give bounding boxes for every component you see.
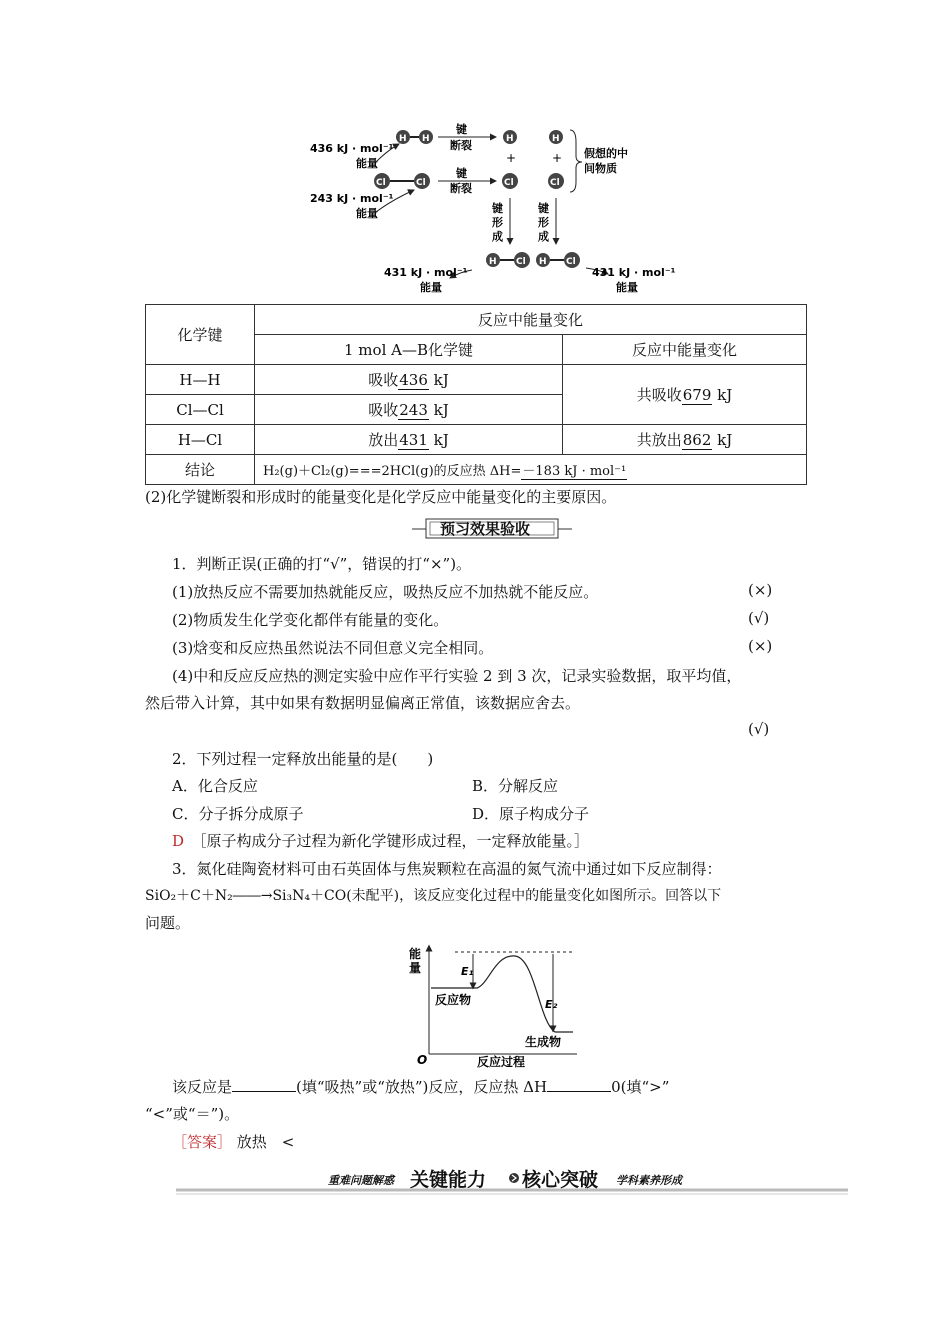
svg-text:H: H (399, 134, 407, 144)
q3-line1: 3．氮化硅陶瓷材料可由石英固体与焦炭颗粒在高温的氮气流中通过如下反应制得： (172, 860, 722, 878)
banner-title-b: 核心突破 (522, 1169, 599, 1191)
q1-mark-1: (×) (748, 581, 773, 599)
svg-text:假想的中: 假想的中 (584, 147, 628, 160)
energy-table (145, 304, 807, 485)
energy-hcl-right: 431 kJ · mol⁻¹ (592, 266, 676, 279)
svg-text:O: O (417, 1053, 428, 1067)
svg-text:成: 成 (538, 230, 549, 243)
svg-text:断裂: 断裂 (450, 182, 472, 195)
table-row: H—Cl 放出431 kJ 共放出862 kJ (146, 425, 807, 455)
svg-text:Cl: Cl (376, 178, 386, 188)
svg-text:生成物: 生成物 (525, 1035, 562, 1049)
section-title: 预习效果验收 (412, 517, 572, 539)
sub-change-header: 反应中能量变化 (563, 335, 807, 365)
svg-text:键: 键 (538, 202, 549, 215)
q3-line2: SiO₂＋C＋N₂――→Si₃N₄＋CO(未配平)，该反应变化过程中的能量变化如图所示。回答以下 (145, 888, 722, 904)
note-2: (2)化学键断裂和形成时的能量变化是化学反应中能量变化的主要原因。 (145, 488, 617, 506)
svg-text:Cl: Cl (504, 178, 514, 188)
col-change-header: 反应中能量变化 (255, 305, 807, 335)
svg-text:键: 键 (492, 202, 503, 215)
q3-line3: 问题。 (145, 914, 191, 932)
q2-option-a: A．化合反应 (172, 777, 258, 795)
svg-text:Cl: Cl (416, 178, 426, 188)
q2-answer-letter: D (172, 832, 185, 850)
svg-text:形: 形 (538, 216, 549, 229)
q1-mark-2: (√) (748, 609, 770, 627)
svg-text:H: H (489, 257, 497, 267)
svg-text:能量: 能量 (616, 281, 638, 294)
svg-text:+: + (506, 151, 517, 165)
energy-word-1: 能量 (356, 157, 378, 170)
energy-clcl-label: 243 kJ · mol⁻¹ (310, 192, 394, 205)
q1-item-4-line1: (4)中和反应反应热的测定实验中应作平行实验 2 到 3 次，记录实验数据，取平均值， (172, 667, 742, 685)
svg-text:H: H (506, 134, 514, 144)
svg-text:能量: 能量 (420, 281, 442, 294)
q1-item-4-line2: 然后带入计算，其中如果有数据明显偏离正常值，该数据应舍去。 (145, 694, 581, 712)
q2-option-d: D．原子构成分子 (472, 805, 590, 823)
col-bond-header: 化学键 (146, 305, 255, 365)
q2-answer (172, 830, 589, 851)
cl2-molecule (374, 173, 430, 189)
svg-text:Cl: Cl (516, 257, 526, 267)
svg-text:H: H (552, 134, 560, 144)
energy-hcl-left: 431 kJ · mol⁻¹ (384, 266, 468, 279)
answer-label: ［答案］ (172, 1133, 233, 1151)
svg-text:E₂: E₂ (545, 998, 558, 1011)
fill-blank-1[interactable] (232, 1077, 296, 1092)
bond-energy-diagram (300, 120, 680, 300)
q3-fill-line1: 该反应是 (填“吸热”或“放热”)反应，反应热 ΔH 0(填“>” (172, 1078, 670, 1096)
svg-text:Cl: Cl (566, 257, 576, 267)
table-row: H—H 吸收436 kJ 共吸收679 kJ (146, 365, 807, 395)
energy-hh-label: 436 kJ · mol⁻¹ (310, 142, 394, 155)
energy-word-2: 能量 (356, 207, 378, 220)
svg-text:反应物: 反应物 (435, 993, 472, 1007)
svg-text:间物质: 间物质 (584, 162, 617, 175)
section-banner (176, 1164, 848, 1198)
sub-1mol-header: 1 mol A—B化学键 (255, 335, 563, 365)
banner-left: 重难问题解惑 (328, 1174, 394, 1187)
svg-text:键: 键 (456, 123, 467, 136)
q1-mark-4: (√) (748, 720, 770, 738)
banner-title-a: 关键能力 (410, 1169, 487, 1191)
q1-item-1: (1)放热反应不需要加热就能反应，吸热反应不加热就不能反应。 (172, 583, 599, 601)
svg-text:量: 量 (409, 961, 422, 975)
q1-item-2: (2)物质发生化学变化都伴有能量的变化。 (172, 611, 449, 629)
table-row: Cl—Cl 吸收243 kJ (146, 395, 807, 425)
svg-text:E₁: E₁ (461, 965, 474, 978)
svg-text:成: 成 (492, 230, 503, 243)
svg-text:断裂: 断裂 (450, 139, 472, 152)
q1-item-3: (3)焓变和反应热虽然说法不同但意义完全相同。 (172, 639, 494, 657)
q2-option-c: C．分子拆分成原子 (172, 805, 304, 823)
h2-molecule (396, 130, 433, 144)
fill-blank-2[interactable] (547, 1077, 611, 1092)
q2-explanation: ［原子构成分子过程为新化学键形成过程，一定释放能量。］ (199, 832, 590, 850)
svg-text:反应过程: 反应过程 (477, 1055, 526, 1068)
q3-fill-line2: “<”或“＝”)。 (145, 1105, 240, 1123)
q1-mark-3: (×) (748, 637, 773, 655)
q1-stem: 1．判断正误(正确的打“√”，错误的打“×”)。 (172, 555, 472, 573)
svg-text:Cl: Cl (550, 178, 560, 188)
svg-text:键: 键 (456, 167, 467, 180)
table-row-conclusion: 结论 H₂(g)＋Cl₂(g)===2HCl(g)的反应热 ΔH=－183 kJ · mol⁻¹ (146, 455, 807, 485)
svg-text:形: 形 (492, 216, 503, 229)
answer-text: 放热 < (236, 1133, 295, 1151)
q2-option-b: B．分解反应 (472, 777, 559, 795)
svg-text:H: H (422, 134, 430, 144)
energy-profile-graph (405, 940, 585, 1068)
svg-text:能: 能 (409, 947, 422, 961)
svg-text:H: H (539, 257, 547, 267)
q3-answer (172, 1131, 294, 1152)
q2-stem: 2．下列过程一定释放出能量的是( ) (172, 750, 434, 768)
svg-text:+: + (552, 151, 563, 165)
banner-right: 学科素养形成 (616, 1174, 682, 1187)
